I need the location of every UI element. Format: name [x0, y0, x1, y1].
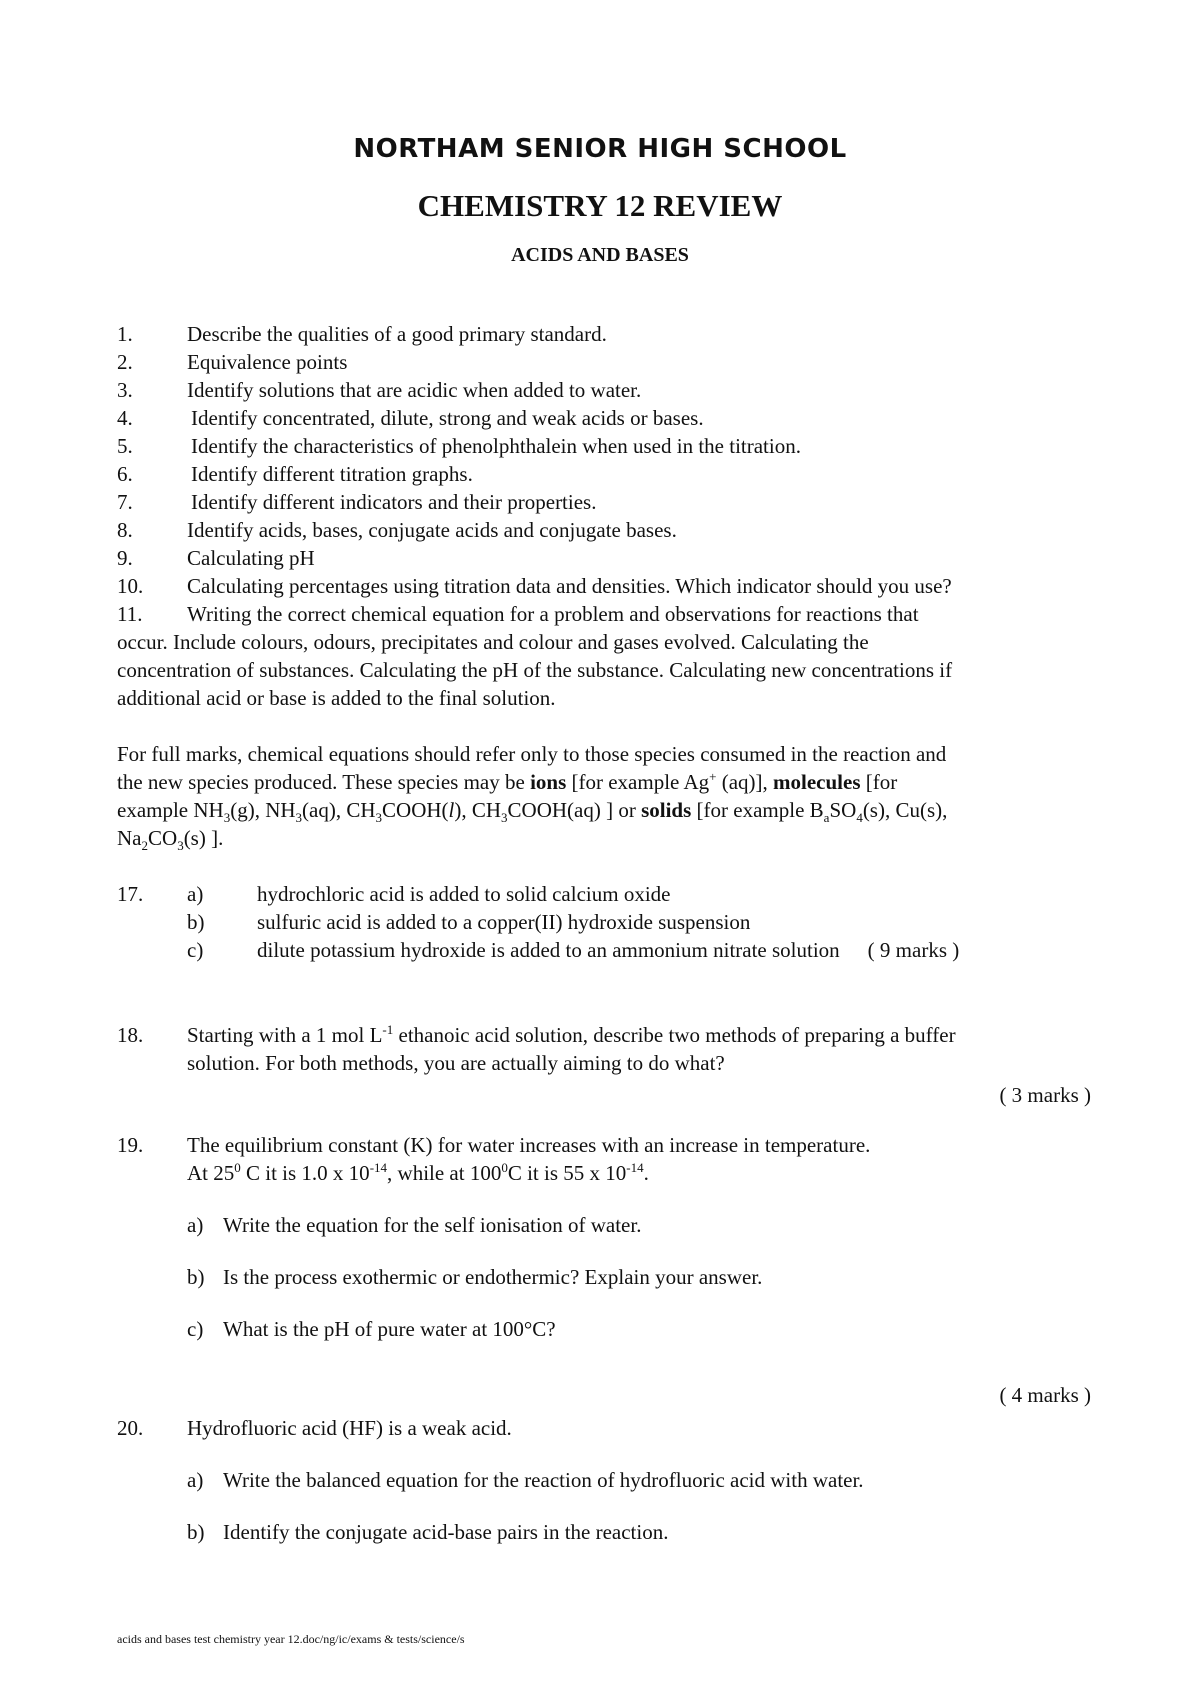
marks-label: ( 9 marks )	[867, 938, 960, 962]
question-18: 18. Starting with a 1 mol $L^{-1}$ ethanoic acid solution, describe two methods of preparing a buffer solution. For both methods, you are actually aiming to do what? ( 3 marks )	[117, 1021, 1097, 1109]
list-item: 2. Equivalence points	[117, 350, 348, 374]
list-item: 5. Identify the characteristics of phenolphthalein when used in the titration.	[117, 434, 801, 458]
list-item: 11. Writing the correct chemical equation for a problem and observations for reactions that	[117, 602, 919, 626]
list-item: 1. Describe the qualities of a good primary standard.	[117, 322, 607, 346]
question-19: 19. The equilibrium constant (K) for water increases with an increase in temperature. At $25^0$ C it is 1.0 x $10^{-14}$, while at $100^0C$ it is 55 x $10^{-14}$. a) Write the equation for the self ionisation of water. b) Is the process exothermic or endothermic? Explain your answer. c) What is the pH of pure water at 100°C? ( 4 marks )	[117, 1131, 1097, 1409]
full-marks-paragraph: For full marks, chemical equations should refer only to those species consumed in the reaction and the new species produced. These species may be ions [for example Ag+ (aq)], molecules [for example $NH_3(g)$, $NH_3(aq)$, $CH_3COOH(l)$, $CH_3COOH(aq)$ ] or solids [for example $B_aSO_4(s)$, Cu(s), $Na_2CO_3(s)$ ].	[117, 742, 948, 854]
school-name: NORTHAM SENIOR HIGH SCHOOL	[353, 134, 847, 164]
question-20: 20. Hydrofluoric acid (HF) is a weak acid. a) Write the balanced equation for the reaction of hydrofluoric acid with water. b) Identify the conjugate acid-base pairs in the reaction.	[117, 1416, 864, 1544]
list-item: 7. Identify different indicators and their properties.	[117, 490, 597, 514]
list-item-continuation: occur. Include colours, odours, precipitates and colour and gases evolved. Calculating the	[117, 630, 869, 654]
topic-title: ACIDS AND BASES	[511, 244, 689, 266]
course-title: CHEMISTRY 12 REVIEW	[417, 188, 783, 223]
list-item: 6. Identify different titration graphs.	[117, 462, 473, 486]
list-item: 4. Identify concentrated, dilute, strong and weak acids or bases.	[117, 406, 704, 430]
marks-label: ( 4 marks )	[999, 1383, 1091, 1407]
list-item: 10. Calculating percentages using titration data and densities. Which indicator should you use?	[117, 574, 952, 598]
list-item-continuation: additional acid or base is added to the final solution.	[117, 686, 556, 710]
question-17: 17. a) hydrochloric acid is added to solid calcium oxide b) sulfuric acid is added to a copper(II) hydroxide suspension c) dilute potassium hydroxide is added to an ammonium nitrate solution ( 9 marks )	[117, 882, 960, 962]
list-item: 8. Identify acids, bases, conjugate acids and conjugate bases.	[117, 518, 677, 542]
review-list	[117, 320, 1097, 712]
list-item-continuation: concentration of substances. Calculating the pH of the substance. Calculating new concentrations if	[117, 658, 953, 682]
marks-label: ( 3 marks )	[999, 1083, 1091, 1107]
footer-path: acids and bases test chemistry year 12.doc/ng/ic/exams & tests/science/s	[117, 1632, 465, 1646]
list-item: 9. Calculating pH	[117, 546, 315, 570]
list-item: 3. Identify solutions that are acidic when added to water.	[117, 378, 642, 402]
